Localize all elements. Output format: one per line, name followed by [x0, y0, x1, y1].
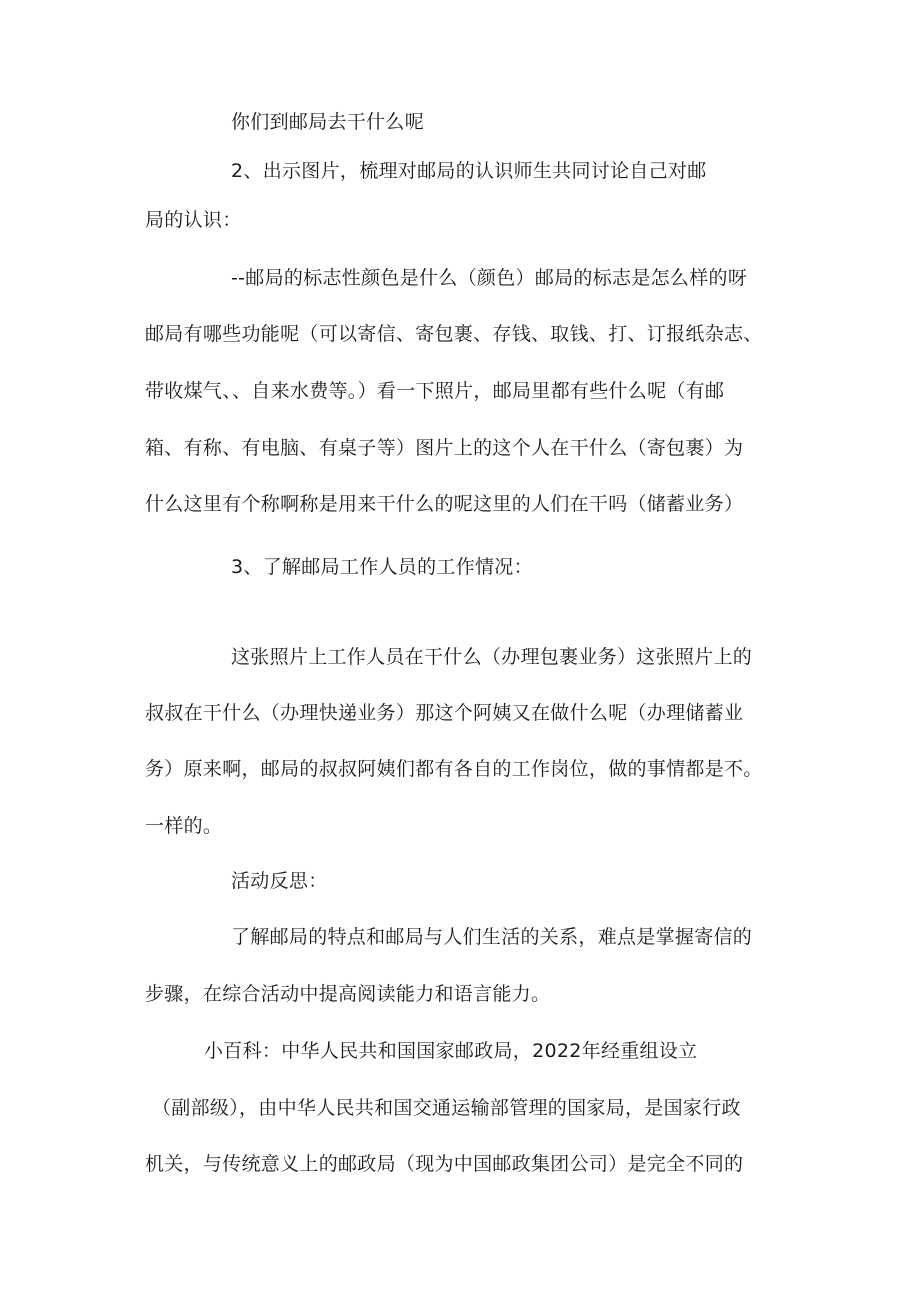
text-line: 机关，与传统意义上的邮政局（现为中国邮政集团公司）是完全不同的 [145, 1153, 744, 1175]
text-line: --邮局的标志性颜色是什么（颜色）邮局的标志是怎么样的呀 [231, 267, 748, 289]
text-line: 一样的。 [145, 815, 223, 837]
text-line: 邮局有哪些功能呢（可以寄信、寄包裹、存钱、取钱、打、订报纸杂志、 [145, 323, 763, 345]
text-line: （副部级），由中华人民共和国交通运输部管理的国家局，是国家行政 [152, 1097, 741, 1119]
text-line: 带收煤气、、自来水费等。）看一下照片，邮局里都有些什么呢（有邮 [145, 380, 725, 402]
text-line: 什么这里有个称啊称是用来干什么的呢这里的人们在干吗（储蓄业务） [145, 493, 744, 515]
text-line: 2、出示图片，梳理对邮局的认识师生共同讨论自己对邮 [231, 160, 707, 182]
text-line: 务）原来啊，邮局的叔叔阿姨们都有各自的工作岗位，做的事情都是不。 [145, 758, 763, 780]
text-line: 步骤，在综合活动中提高阅读能力和语言能力。 [145, 983, 551, 1005]
text-line: 箱、有称、有电脑、有桌子等）图片上的这个人在干什么（寄包裹）为 [145, 437, 744, 459]
text-line: 叔叔在干什么（办理快递业务）那这个阿姨又在做什么呢（办理储蓄业 [145, 702, 744, 724]
text-line: 局的认识： [145, 209, 242, 231]
text-line: 活动反思： [231, 870, 328, 892]
text-line: 你们到邮局去干什么呢 [231, 111, 425, 133]
text-line: 了解邮局的特点和邮局与人们生活的关系，难点是掌握寄信的 [231, 926, 753, 948]
text-line: 小百科：中华人民共和国国家邮政局，2022年经重组设立 [204, 1040, 698, 1062]
text-line: 这张照片上工作人员在干什么（办理包裹业务）这张照片上的 [231, 646, 753, 668]
text-line: 3、了解邮局工作人员的工作情况： [231, 556, 533, 578]
